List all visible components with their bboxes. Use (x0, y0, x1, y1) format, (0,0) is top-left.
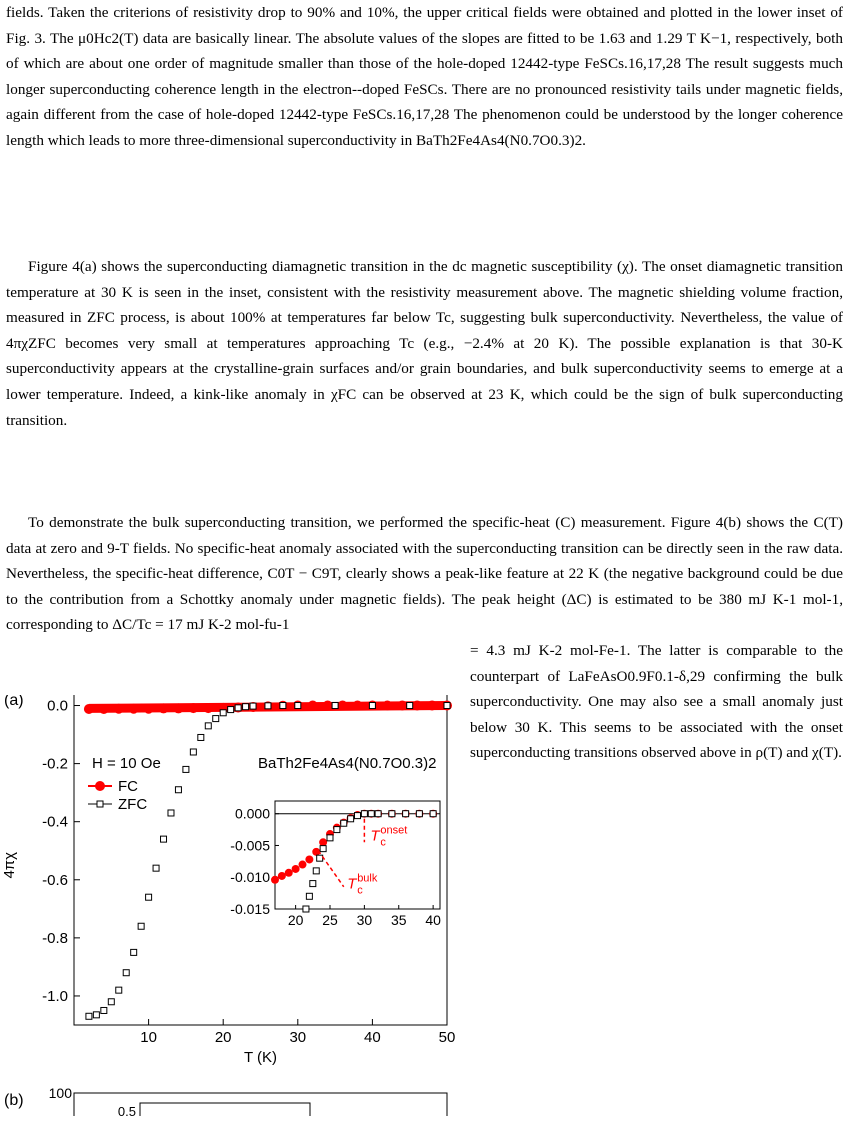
paragraph-2: Figure 4(a) shows the superconducting diamagnetic transition in the dc magnetic susceptibility (χ). The onset diamagnetic transition temperature at 30 K is seen in the inset, consistent with the resistivity measurement above. The magnetic shielding volume fraction, measured in ZFC process, is about 100% at temperatures far below Tc, suggesting bulk superconductivity. Nevertheless, the value of 4πχZFC becomes very small at temperatures approaching Tc (e.g., −2.4% at 20 K). The possible explanation is that 30-K superconductivity appears at the crystalline-grain surfaces and/or grain boundaries, and bulk superconductivity seems to emerge at a lower temperature. Indeed, a kink-like anomaly in χFC can be observed at 23 K, which could be the sign of bulk superconducting transition. (6, 258, 843, 429)
zfc-point (138, 923, 144, 929)
zfc-point (250, 703, 256, 709)
inset-x-tick-label: 35 (390, 912, 407, 928)
onset-sup: onset (380, 824, 408, 837)
onset-sub: c (380, 836, 386, 849)
zfc-point (220, 710, 226, 716)
inset-fc-point (271, 876, 279, 884)
x-tick-label: 40 (364, 1029, 381, 1046)
inset-zfc-point (320, 846, 326, 852)
zfc-point (123, 970, 129, 976)
zfc-point (407, 703, 413, 709)
zfc-point (116, 987, 122, 993)
inset-zfc-point (375, 811, 381, 817)
x-tick-label: 50 (438, 1029, 456, 1046)
inset-zfc-point (403, 811, 409, 817)
inset-zfc-point (310, 881, 316, 887)
y-tick-label: -0.4 (42, 813, 68, 831)
y-axis-label: 4πχ (1, 851, 18, 879)
y-tick-label: -1.0 (42, 987, 68, 1005)
inset-y-tick-label: 0.000 (234, 805, 270, 822)
zfc-point (146, 894, 152, 900)
y-tick-label: -0.2 (42, 755, 68, 773)
zfc-point (205, 723, 211, 729)
zfc-point (161, 836, 167, 842)
zfc-point (265, 703, 271, 709)
zfc-point (175, 787, 181, 793)
y-tick-label: 0.0 (47, 697, 68, 715)
panel-b-inset-frame (140, 1103, 310, 1116)
zfc-point (235, 705, 241, 711)
legend-fc-label: FC (118, 778, 138, 795)
legend-zfc-marker (97, 801, 103, 807)
zfc-point (93, 1012, 99, 1018)
zfc-point (332, 703, 338, 709)
inset-zfc-point (361, 811, 367, 817)
zfc-point (190, 749, 196, 755)
inset-fc-point (285, 869, 293, 877)
inset-zfc-point (317, 855, 323, 861)
inset-zfc-point (306, 893, 312, 899)
panel-b-label: (b) (4, 1092, 24, 1109)
bulk-sub: c (357, 884, 363, 897)
paragraph-4: = 4.3 mJ K-2 mol-Fe-1. The latter is comparable to the counterpart of LaFeAsO0.9F0.1-δ,29 confirming the bulk superconductivity. One may also see a small anomaly just below 30 K. This seems to be associated with the onset superconducting transitions observed above in ρ(T) and χ(T). (470, 642, 843, 762)
zfc-point (243, 704, 249, 710)
compound-label: BaTh2Fe4As4(N0.7O0.3)2 (258, 755, 437, 772)
inset-zfc-point (341, 820, 347, 826)
inset-zfc-point (303, 906, 309, 912)
zfc-point (153, 865, 159, 871)
inset-y-tick-label: -0.005 (230, 837, 270, 854)
zfc-point (86, 1013, 92, 1019)
bulk-sup: bulk (357, 872, 378, 885)
paragraph-1: fields. Taken the criterions of resistivity drop to 90% and 10%, the upper critical fields were obtained and plotted in the lower inset of Fig. 3. The μ0Hc2(T) data are basically linear. The absolute values of the slopes are fitted to be 1.63 and 1.29 T K−1, respectively, both of which are about one order of magnitude smaller than those of the hole-doped 12442-type FeSCs.16,17,28 The result suggests much longer superconducting coherence length in the electron--doped FeSCs. There are no pronounced resistivity tails under magnetic fields, again different from the case of hole-doped 12442-type FeSCs.16,17,28 The phenomenon could be understood by the longer coherence length which leads to more three-dimensional superconductivity in BaTh2Fe4As4(N0.7O0.3)2. (6, 4, 843, 149)
inset-x-tick-label: 20 (287, 912, 304, 928)
y-tick-label: -0.8 (42, 929, 68, 947)
inset-y-tick-label: -0.015 (230, 901, 270, 917)
zfc-point (131, 949, 137, 955)
paragraph-3: To demonstrate the bulk superconducting transition, we performed the specific-heat (C) measurement. Figure 4(b) shows the C(T) data at zero and 9-T fields. No specific-heat anomaly associated with the superconducting transition can be directly seen in the raw data. Nevertheless, the specific-heat difference, C0T − C9T, clearly shows a peak-like feature at 22 K (the negative background could be due to the contribution from a Schottky anomaly under magnetic fields). The peak height (ΔC) is estimated to be 380 mJ K-1 mol-1, corresponding to ΔC/Tc = 17 mJ K-2 mol-fu-1 (6, 514, 843, 634)
inset-zfc-point (355, 813, 361, 819)
inset-zfc-point (430, 811, 436, 817)
figure-4-svg (0, 695, 462, 1116)
x-axis-label: T (K) (243, 1049, 278, 1066)
zfc-point (183, 766, 189, 772)
panel-b-inset-tick: 0.5 (117, 1104, 136, 1116)
zfc-point (228, 707, 234, 713)
inset-fc-point (299, 861, 307, 869)
inset-zfc-point (389, 811, 395, 817)
x-tick-label: 10 (140, 1029, 157, 1046)
zfc-point (198, 734, 204, 740)
figure-4 (0, 695, 462, 1116)
inset-fc-point (278, 872, 286, 880)
zfc-point (280, 703, 286, 709)
inset-x-tick-label: 25 (322, 912, 338, 928)
bulk-label: T (347, 875, 357, 893)
inset-zfc-point (327, 835, 333, 841)
zfc-point (108, 999, 114, 1005)
field-label: H = 10 Oe (92, 755, 161, 772)
inset-zfc-point (368, 811, 374, 817)
y-tick-label: -0.6 (42, 871, 68, 889)
inset-x-tick-label: 30 (356, 912, 373, 928)
panel-a-label: (a) (4, 695, 24, 709)
inset-zfc-point (334, 827, 340, 833)
zfc-point (369, 703, 375, 709)
zfc-point (213, 716, 219, 722)
legend-zfc-label: ZFC (118, 796, 148, 813)
zfc-point (444, 703, 450, 709)
zfc-point (168, 810, 174, 816)
zfc-point (101, 1007, 107, 1013)
inset-x-tick-label: 40 (425, 912, 441, 928)
inset-fc-point (305, 855, 313, 863)
panel-b-ytick: 100 (48, 1085, 72, 1101)
inset-zfc-point (348, 816, 354, 822)
inset-fc-point (319, 838, 327, 846)
zfc-point (295, 703, 301, 709)
x-tick-label: 30 (289, 1029, 307, 1046)
inset-zfc-point (313, 868, 319, 874)
x-tick-label: 20 (214, 1029, 232, 1046)
legend-fc-marker (95, 781, 105, 791)
inset-zfc-point (416, 811, 422, 817)
onset-label: T (370, 827, 380, 845)
inset-y-tick-label: -0.010 (230, 869, 270, 886)
inset-fc-point (292, 865, 300, 873)
